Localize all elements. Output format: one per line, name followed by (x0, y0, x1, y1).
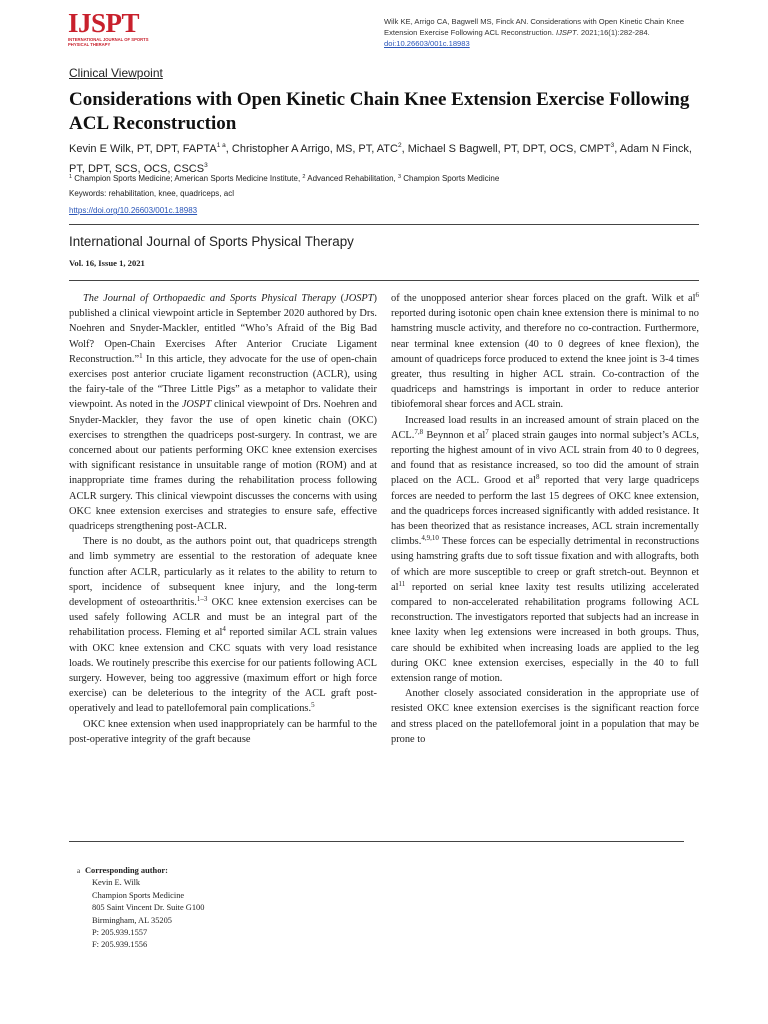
paragraph: Increased load results in an increased amount of strain placed on the ACL.$^{7,8}$ Beynnon et $al^7$ placed strain gauges into normal subject’s ACLs, reporting the highest amount of in vivo ACL strain from 40 to 0 degrees, and found that as resistance increased, so too did the amount of strain placed on the ACL. Grood et $al^8$ reported that very large quadriceps forces are needed to perform the last 15 degrees of OKC knee extension, and the quadriceps forces increased significantly with added resistance. It has been theorized that as resistance increases, ACL strain incrementally climbs.$^{4,9,10}$ These forces can be especially detrimental in reconstructions using hamstring grafts due to soft tissue fixation and with allografts, both of which are more susceptible to creep or graft stretch-out. Beynnon et $al^{11}$ reported on serial knee laxity test results utilizing accelerated compared to non-accelerated rehabilitation programs following ACL reconstruction. The investigators reported that subjects had an increase in knee laxity when leg extensions were increased in both groups. Thus, care should be exhibited when increasing loads are applied to the leg during OKC knee extension exercises, especially in the 40 to full extension range of motion. (391, 414, 700, 685)
section-label: Clinical Viewpoint (69, 66, 163, 80)
footnote-line: 805 Saint Vincent Dr. Suite G100 (92, 903, 205, 913)
divider-top (69, 224, 699, 225)
footnote-divider (69, 841, 684, 842)
affiliations: $^1$ Champion Sports Medicine; American Sports Medicine Institute, $^2$ Advanced Rehabilitation, $^3$ Champion Sports Medicine (69, 174, 500, 183)
body-column-left (69, 291, 377, 747)
corresponding-author-footnote (77, 865, 205, 952)
footnote-line: P: 205.939.1557 (92, 928, 148, 938)
paragraph: OKC knee extension when used inappropriately can be harmful to the post-operative integrity of the graft because (69, 718, 377, 745)
footnote-line: Kevin E. Wilk (92, 878, 141, 888)
footnote-mark: a (77, 867, 81, 875)
keywords: Keywords: rehabilitation, knee, quadriceps, acl (69, 189, 234, 198)
body-column-right (391, 291, 699, 747)
footnote-line: Champion Sports Medicine (92, 890, 185, 900)
footnote-line: F: 205.939.1556 (92, 940, 148, 950)
citation-doi-link[interactable]: doi:10.26603/001c.18983 (384, 39, 470, 48)
citation-line-2: Extension Exercise Following ACL Reconstruction. IJSPT. 2021;16(1):282-284. (384, 28, 650, 37)
paragraph: of the unopposed anterior shear forces placed on the graft. Wilk et $al^6$ reported during isotonic open chain knee extension there is minimal to no hamstring muscle activity, and therefore no co-contraction. Furthermore, near terminal knee extension (40 to 0 degrees of knee flexion), the amount of quadriceps force produced to extend the knee joint is 3-4 times greater, thus resulting in higher ACL strain. Co-contraction of the quadriceps and hamstrings is important in order to reduce anterior tibiofemoral shear forces and ACL strain. (391, 291, 699, 411)
citation-line-1: Wilk KE, Arrigo CA, Bagwell MS, Finck AN. Considerations with Open Kinetic Chain Knee (384, 17, 685, 26)
citation-journal: IJSPT (555, 28, 577, 37)
logo-text: IJSPT (68, 8, 140, 38)
paragraph: Another closely associated consideration in the appropriate use of resisted OKC knee extension exercises is the significant reaction force and stress placed on the patellofemoral joint in a population that may be prone to (391, 688, 699, 745)
footnote-line: Birmingham, AL 35205 (92, 915, 172, 925)
logo-subtitle: INTERNATIONAL JOURNAL OF SPORTS PHYSICAL THERAPY (68, 37, 149, 47)
journal-logo (68, 10, 158, 47)
footnote-heading: Corresponding author: (85, 866, 168, 875)
paragraph: There is no doubt, as the authors point out, that quadriceps strength and limb symmetry are essential to the restoration of adequate knee function after ACLR, particularly as it relates to the ability to return to sport, incidence of subsequent knee injury, and the long-term development of osteoarthritis.$^{1-3}$ OKC knee extension exercises can be used safely following ACLR and must be an integral part of the rehabilitation process. Fleming et $al^4$ reported similar ACL strain values with OKC knee extension and CKC squats with very load resistance loads. We routinely prescribe this exercise for our patients following ACL surgery. However, being too aggressive (maximum effort or high force exercise) can be deleterious to the integrity of the ACL graft post-operatively and lead to patellofemoral pain complications.$^5$ (69, 536, 378, 715)
volume-issue: Vol. 16, Issue 1, 2021 (69, 258, 145, 268)
article-title: Considerations with Open Kinetic Chain Knee Extension Exercise Following ACL Reconstruction (69, 89, 690, 134)
doi-link[interactable]: https://doi.org/10.26603/001c.18983 (69, 206, 198, 215)
paragraph: The Journal of Orthopaedic and Sports Physical Therapy (JOSPT) published a clinical viewpoint article in September 2020 authored by Drs. Noehren and Snyder-Mackler, entitled “Who’s Afraid of the Big Bad Wolf? Open-Chain Exercises After Anterior Cruciate Ligament Reconstruction.”$^1$ In this article, they advocate for the use of open-chain exercises post anterior cruciate ligament reconstruction (ACLR), using the fairy-tale of the “Three Little Pigs” as a metaphor to validate their viewpoint. As noted in the JOSPT clinical viewpoint of Drs. Noehren and Snyder-Mackler, they favor the use of open kinetic chain (OKC) exercises to strengthen the quadriceps post-surgery. In contrast, we are concerned about our patients performing OKC knee extension exercises with significant resistance in unsuitable range of motion (ROM) and at inappropriate time frames during the rehabilitation process following ACLR surgery. This clinical viewpoint discusses the concerns with using OKC knee extension exercises and strategies to ensure safe, effective quadriceps strengthening post-ACLR. (69, 293, 377, 533)
citation-block (384, 16, 704, 49)
divider-bottom (69, 280, 699, 281)
author-list: Kevin E Wilk, PT, DPT, $FAPTA^{1 a}$, Christopher A Arrigo, MS, PT, ATC$^2$, Michael S Bagwell, PT, DPT, OCS, CMPT$^3$, Adam N Finck, PT, DPT, SCS, OCS, CSCS$^3$ (69, 142, 692, 175)
journal-name: International Journal of Sports Physical Therapy (69, 234, 354, 249)
